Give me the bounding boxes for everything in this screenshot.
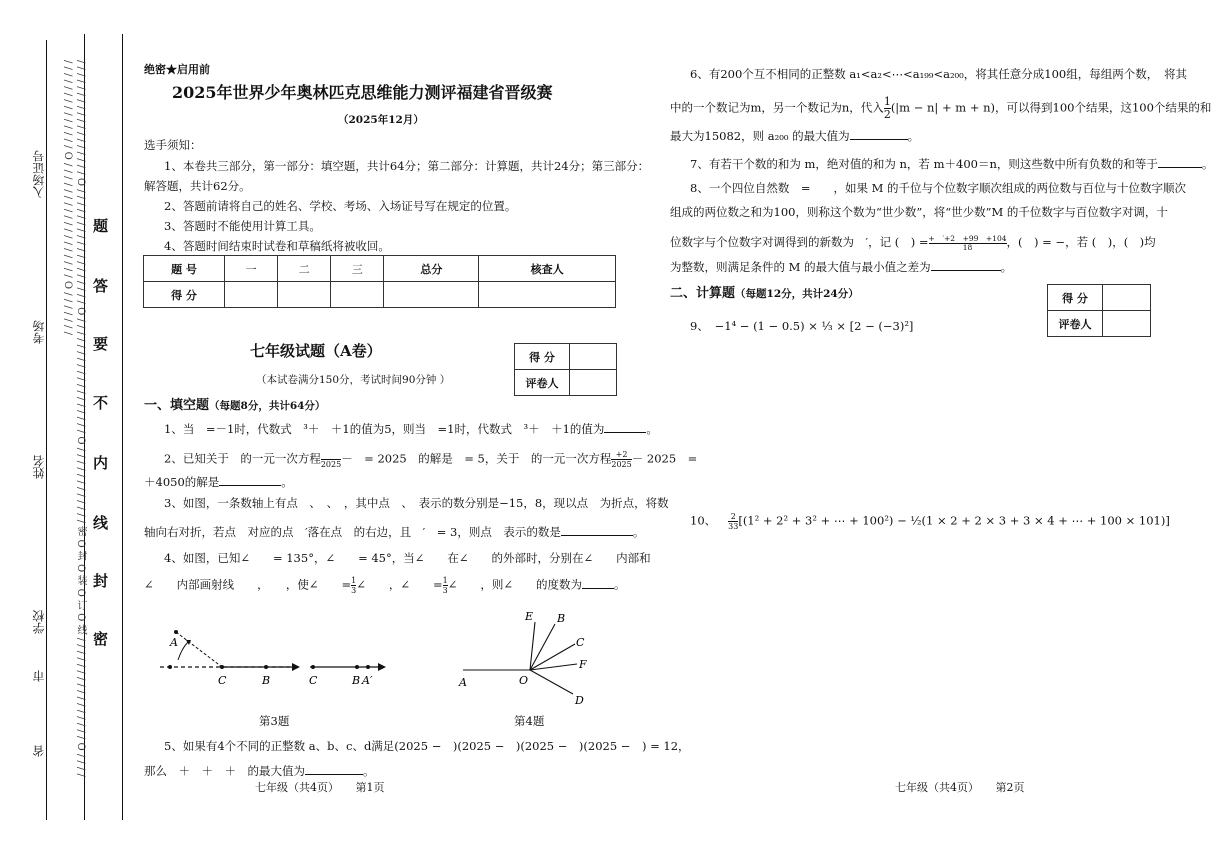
- fig4-ray-of: [530, 664, 577, 670]
- fig3-label-b2: B: [352, 674, 361, 687]
- notice-1b: 解答题，共计62分。: [144, 179, 251, 193]
- field-city: 市: [32, 670, 46, 682]
- question-6: [690, 66, 1187, 82]
- fig4-label-b: B: [557, 612, 566, 625]
- section-2-title: 二、计算题: [670, 286, 736, 301]
- fig3-label-a2: A′: [362, 674, 373, 687]
- q8-text-c: 位数字与个位数字对调得到的新数为 ′，记 ( ) =: [670, 235, 929, 249]
- exam-subtitle: （本试卷满分150分，考试时间90分钟 ）: [256, 374, 451, 386]
- grader-label: 评卷人: [1048, 311, 1103, 337]
- grader-cell[interactable]: [570, 344, 617, 370]
- q10-label: 10、: [690, 513, 717, 528]
- question-4: [164, 550, 651, 566]
- q4-frac-1-num: 1: [351, 576, 357, 585]
- q4-answer-blank[interactable]: [582, 577, 614, 589]
- q2-frac-1-den: 2025: [320, 460, 342, 469]
- q1-answer-blank[interactable]: [604, 421, 646, 433]
- q6-frac: [884, 96, 891, 121]
- fig4-ray-od: [530, 670, 573, 694]
- q3-answer-blank[interactable]: [561, 524, 633, 536]
- question-10: [690, 512, 1170, 531]
- fig4-label-f: F: [579, 658, 587, 671]
- q8-frac-num: + ′+2 +99 +104: [928, 233, 1007, 243]
- secret-mark: 绝密★启用前: [144, 63, 210, 76]
- q3-text-b: 轴向右对折，若点 对应的点 ′落在点 的右边，且 ′ = 3，则点 表示的数是: [144, 525, 561, 539]
- question-8-cont: [670, 204, 1168, 220]
- notice-2: 2、答题前请将自己的姓名、学校、考场、入场证号写在规定的位置。: [164, 199, 517, 213]
- q4-text-a: 4、如图，已知∠ = 135°，∠ = 45°，当∠ 在∠ 的外部时，分别在∠ 内部和: [164, 551, 651, 565]
- q6-text-c: 最大为15082，则 a₂₀₀ 的最大值为: [670, 129, 850, 143]
- score-header-cell: 总分: [384, 256, 479, 282]
- q2-text-c: － 2025 =: [631, 451, 698, 466]
- score-cell[interactable]: [225, 282, 278, 308]
- q6-text-b2: (|m − n| + m + n)，可以得到100个结果，这100个结果的和: [890, 100, 1212, 115]
- fig3-arrow-1: [292, 663, 300, 671]
- q6-frac-den: 2: [883, 108, 891, 121]
- q4-text-b2: ∠ ，∠ =: [356, 577, 443, 592]
- page-2-footer: 七年级（共4页） 第2页: [895, 781, 1025, 794]
- score-cell[interactable]: [479, 282, 616, 308]
- q4-frac-2-num: 1: [442, 576, 448, 585]
- grader-label: 得 分: [515, 344, 570, 370]
- fig3-point-start: [168, 665, 172, 669]
- fig3-arrow-2: [378, 663, 386, 671]
- score-cell[interactable]: [331, 282, 384, 308]
- q8-frac-den: 18: [962, 242, 973, 252]
- warn-char-7: 封: [93, 572, 109, 590]
- warn-char-2: 答: [93, 277, 109, 295]
- field-room: 考场: [32, 320, 46, 344]
- q6-text-b: 中的一个数记为m，另一个数记为n，代入: [670, 100, 884, 115]
- notice-head: 选手须知：: [144, 138, 202, 152]
- question-3: [164, 495, 669, 511]
- page-title: 2025年世界少年奥林匹克思维能力测评福建省晋级赛: [172, 83, 553, 102]
- q5-answer-blank[interactable]: [305, 763, 363, 775]
- question-6-cont2: 最大为15082，则 a₂₀₀ 的最大值为 。: [670, 129, 920, 143]
- seal-dashes: / / / / / / / / / / / / / / / / / / O / / / / / / / / / / / / / / / / / / O / / / / / / / / / / / / / / / / / / O / / / / / / / / / / / / 密 O 封 O 装 O 订 O 线 / / / / / / / / / / / / / / / / O / / / / / / / / / / / / / / / / / / O / / / / / / / / / / / / / / / / / / O / / / / / / /: [62, 60, 86, 777]
- fig4-label-c: C: [576, 636, 585, 649]
- warn-char-4: 不: [93, 394, 109, 412]
- q2-frac-2: [611, 450, 631, 469]
- q4-text-b1: ∠ 内部画射线 ， ，使∠ =: [144, 577, 352, 592]
- q2-frac-2-num: +2: [611, 450, 631, 460]
- q8-text-d: 为整数，则满足条件的 M 的最大值与最小值之差为: [670, 260, 931, 274]
- fig3-label-c2: C: [309, 674, 318, 687]
- q2-frac-2-den: 2025: [611, 460, 632, 469]
- figure-3-caption: 第3题: [259, 714, 290, 728]
- exam-date: （2025年12月）: [338, 114, 424, 126]
- q2-answer-blank[interactable]: [219, 474, 281, 486]
- question-4-cont: ∠ 内部画射线 ， ，使∠ = $\frac{1}{3}$ ∠ ，∠ = $\frac{1}{3}$ ∠ ，则∠ 的度数为 。: [144, 576, 626, 595]
- warn-char-5: 内: [93, 454, 109, 472]
- q7-text: 7、有若干个数的和为 m，绝对值的和为 n，若 m＋400＝n，则这些数中所有负数的和等于: [690, 157, 1158, 171]
- fig3-point-b: [264, 665, 268, 669]
- notice-4: 4、答题时间结束时试卷和草稿纸将被收回。: [164, 239, 390, 253]
- question-8-cont3: 为整数，则满足条件的 M 的最大值与最小值之差为 。: [670, 260, 1013, 274]
- q5-text-b: 那么 ＋ ＋ ＋ 的最大值为: [144, 764, 305, 778]
- question-5: [164, 738, 690, 754]
- score-row-label: 得 分: [144, 282, 225, 308]
- fig3-label-a: A: [170, 636, 178, 649]
- score-header-cell: 题 号: [144, 256, 225, 282]
- figure-4-caption: 第4题: [514, 714, 545, 728]
- question-8: [690, 180, 1186, 196]
- score-header-cell: 三: [331, 256, 384, 282]
- warn-char-3: 要: [93, 335, 109, 353]
- section-2-heading: [670, 286, 859, 302]
- q7-answer-blank[interactable]: [1158, 156, 1202, 168]
- fig3-label-c: C: [218, 674, 227, 687]
- fig4-label-e: E: [525, 610, 534, 623]
- figure-3: [150, 610, 400, 690]
- q5-text-a: 5、如果有4个不同的正整数 a、b、c、d满足(2025 − )(2025 − )(2025 − )(2025 − ) = 12，: [164, 739, 690, 753]
- q6-text-a: 6、有200个互不相同的正整数 a₁<a₂<⋯<a₁₉₉<a₂₀₀，将其任意分成100组，每组两个数， 将其: [690, 67, 1187, 81]
- section-1-title: 一、填空题: [144, 398, 210, 413]
- notice-1: 1、本卷共三部分，第一部分：填空题，共计64分；第二部分：计算题，共计24分；第三部分：: [164, 159, 650, 173]
- question-1: 1、当 =－1时，代数式 ³＋ ＋1的值为5，则当 =1时，代数式 ³＋ ＋1的值为 。: [164, 422, 658, 436]
- binding-border-right: [122, 34, 123, 820]
- question-8-cont2: [670, 234, 1156, 252]
- section-1-heading: [144, 398, 325, 414]
- grader-label: 评卷人: [515, 370, 570, 396]
- question-2-cont: ＋4050的解是 。: [144, 475, 293, 489]
- fig4-label-a: A: [459, 676, 467, 689]
- fig3-curve-arrow: [178, 642, 188, 660]
- q4-text-b3: ∠ ，则∠ 的度数为: [447, 577, 583, 592]
- q8-frac: [929, 235, 1007, 252]
- q4-frac-2-den: 3: [442, 586, 448, 595]
- fig4-label-o: O: [519, 674, 529, 687]
- fig3-point-c: [220, 665, 224, 669]
- question-9: 9、 −1⁴ − (1 − 0.5) × ⅓ × [2 − (−3)²]: [690, 319, 914, 333]
- score-cell[interactable]: [384, 282, 479, 308]
- exam-title: 七年级试题（A卷）: [250, 342, 382, 360]
- q8-text-a: 8、一个四位自然数 = ，如果 M 的千位与个位数字顺次组成的两位数与百位与十位数字顺次: [690, 181, 1187, 195]
- q8-text-c2: ，( ) = −，若 ( )，( )均: [1006, 235, 1156, 249]
- field-province: 省: [32, 745, 46, 757]
- grader-label: 得 分: [1048, 285, 1103, 311]
- warn-char-8: 密: [93, 630, 109, 648]
- q2-frac-1: [321, 450, 341, 469]
- q10-expression: [(1² + 2² + 3² + ⋯ + 100²) − ½(1 × 2 + 2 × 3 + 3 × 4 + ⋯ + 100 × 101)]: [738, 513, 1170, 528]
- score-table: [143, 255, 616, 308]
- question-6-cont: [670, 96, 1211, 121]
- figure-4: [455, 608, 615, 708]
- question-2: [164, 450, 697, 469]
- score-cell[interactable]: [278, 282, 331, 308]
- field-name: 姓名: [32, 455, 46, 479]
- field-school: 学校: [32, 610, 46, 634]
- fig3-label-b: B: [262, 674, 271, 687]
- field-ticket-id: 入场证号: [32, 150, 46, 198]
- grader-cell[interactable]: [1103, 285, 1151, 311]
- q2-text-d: ＋4050的解是: [144, 475, 220, 489]
- section-1-note: （每题8分，共计64分）: [209, 400, 326, 412]
- q2-text-b: － = 2025 的解是 = 5，关于 的一元一次方程: [341, 451, 612, 466]
- grader-table-2: [1047, 284, 1151, 337]
- score-header-cell: 二: [278, 256, 331, 282]
- q8-answer-blank[interactable]: [931, 259, 1001, 271]
- fig3-point-a: [174, 630, 178, 634]
- fig4-label-d: D: [575, 694, 584, 707]
- q2-frac-1-num: [321, 450, 341, 460]
- question-7: 7、有若干个数的和为 m，绝对值的和为 n，若 m＋400＝n，则这些数中所有负数的和等于 。: [690, 157, 1213, 171]
- fig3-point-a2: [366, 665, 370, 669]
- grader-table-1: [514, 343, 617, 396]
- page-1-footer: 七年级（共4页） 第1页: [255, 781, 385, 794]
- warn-char-1: 题: [93, 217, 109, 235]
- q4-frac-1-den: 3: [351, 586, 357, 595]
- notice-3: 3、答题时不能使用计算工具。: [164, 219, 321, 233]
- fig3-point-b2: [355, 665, 359, 669]
- q2-text-a: 2、已知关于 的一元一次方程: [164, 451, 321, 466]
- score-header-cell: 一: [225, 256, 278, 282]
- question-3-cont: 轴向右对折，若点 对应的点 ′落在点 的右边，且 ′ = 3，则点 表示的数是 。: [144, 525, 645, 539]
- question-5-cont: 那么 ＋ ＋ ＋ 的最大值为 。: [144, 764, 375, 778]
- warn-char-6: 线: [93, 514, 109, 532]
- section-2-note: （每题12分，共计24分）: [735, 288, 859, 300]
- q10-frac-den: 33: [728, 522, 739, 531]
- q1-text: 1、当 =－1时，代数式 ³＋ ＋1的值为5，则当 =1时，代数式 ³＋ ＋1的值为: [164, 422, 605, 436]
- q3-text-a: 3、如图，一条数轴上有点 、 、 ，其中点 、 表示的数分别是−15，8，现以点 为折点，将数: [164, 496, 669, 510]
- q10-frac-num: 2: [728, 512, 738, 522]
- grader-cell[interactable]: [570, 370, 617, 396]
- score-header-cell: 核查人: [479, 256, 616, 282]
- q10-frac: [728, 512, 738, 531]
- q6-answer-blank[interactable]: [850, 128, 908, 140]
- q8-text-b: 组成的两位数之和为100，则称这个数为“世少数”，将“世少数”M 的千位数字与百位数字对调，十: [670, 205, 1168, 219]
- fig3-point-c2: [311, 665, 315, 669]
- grader-cell[interactable]: [1103, 311, 1151, 337]
- q6-frac-num: 1: [883, 95, 891, 108]
